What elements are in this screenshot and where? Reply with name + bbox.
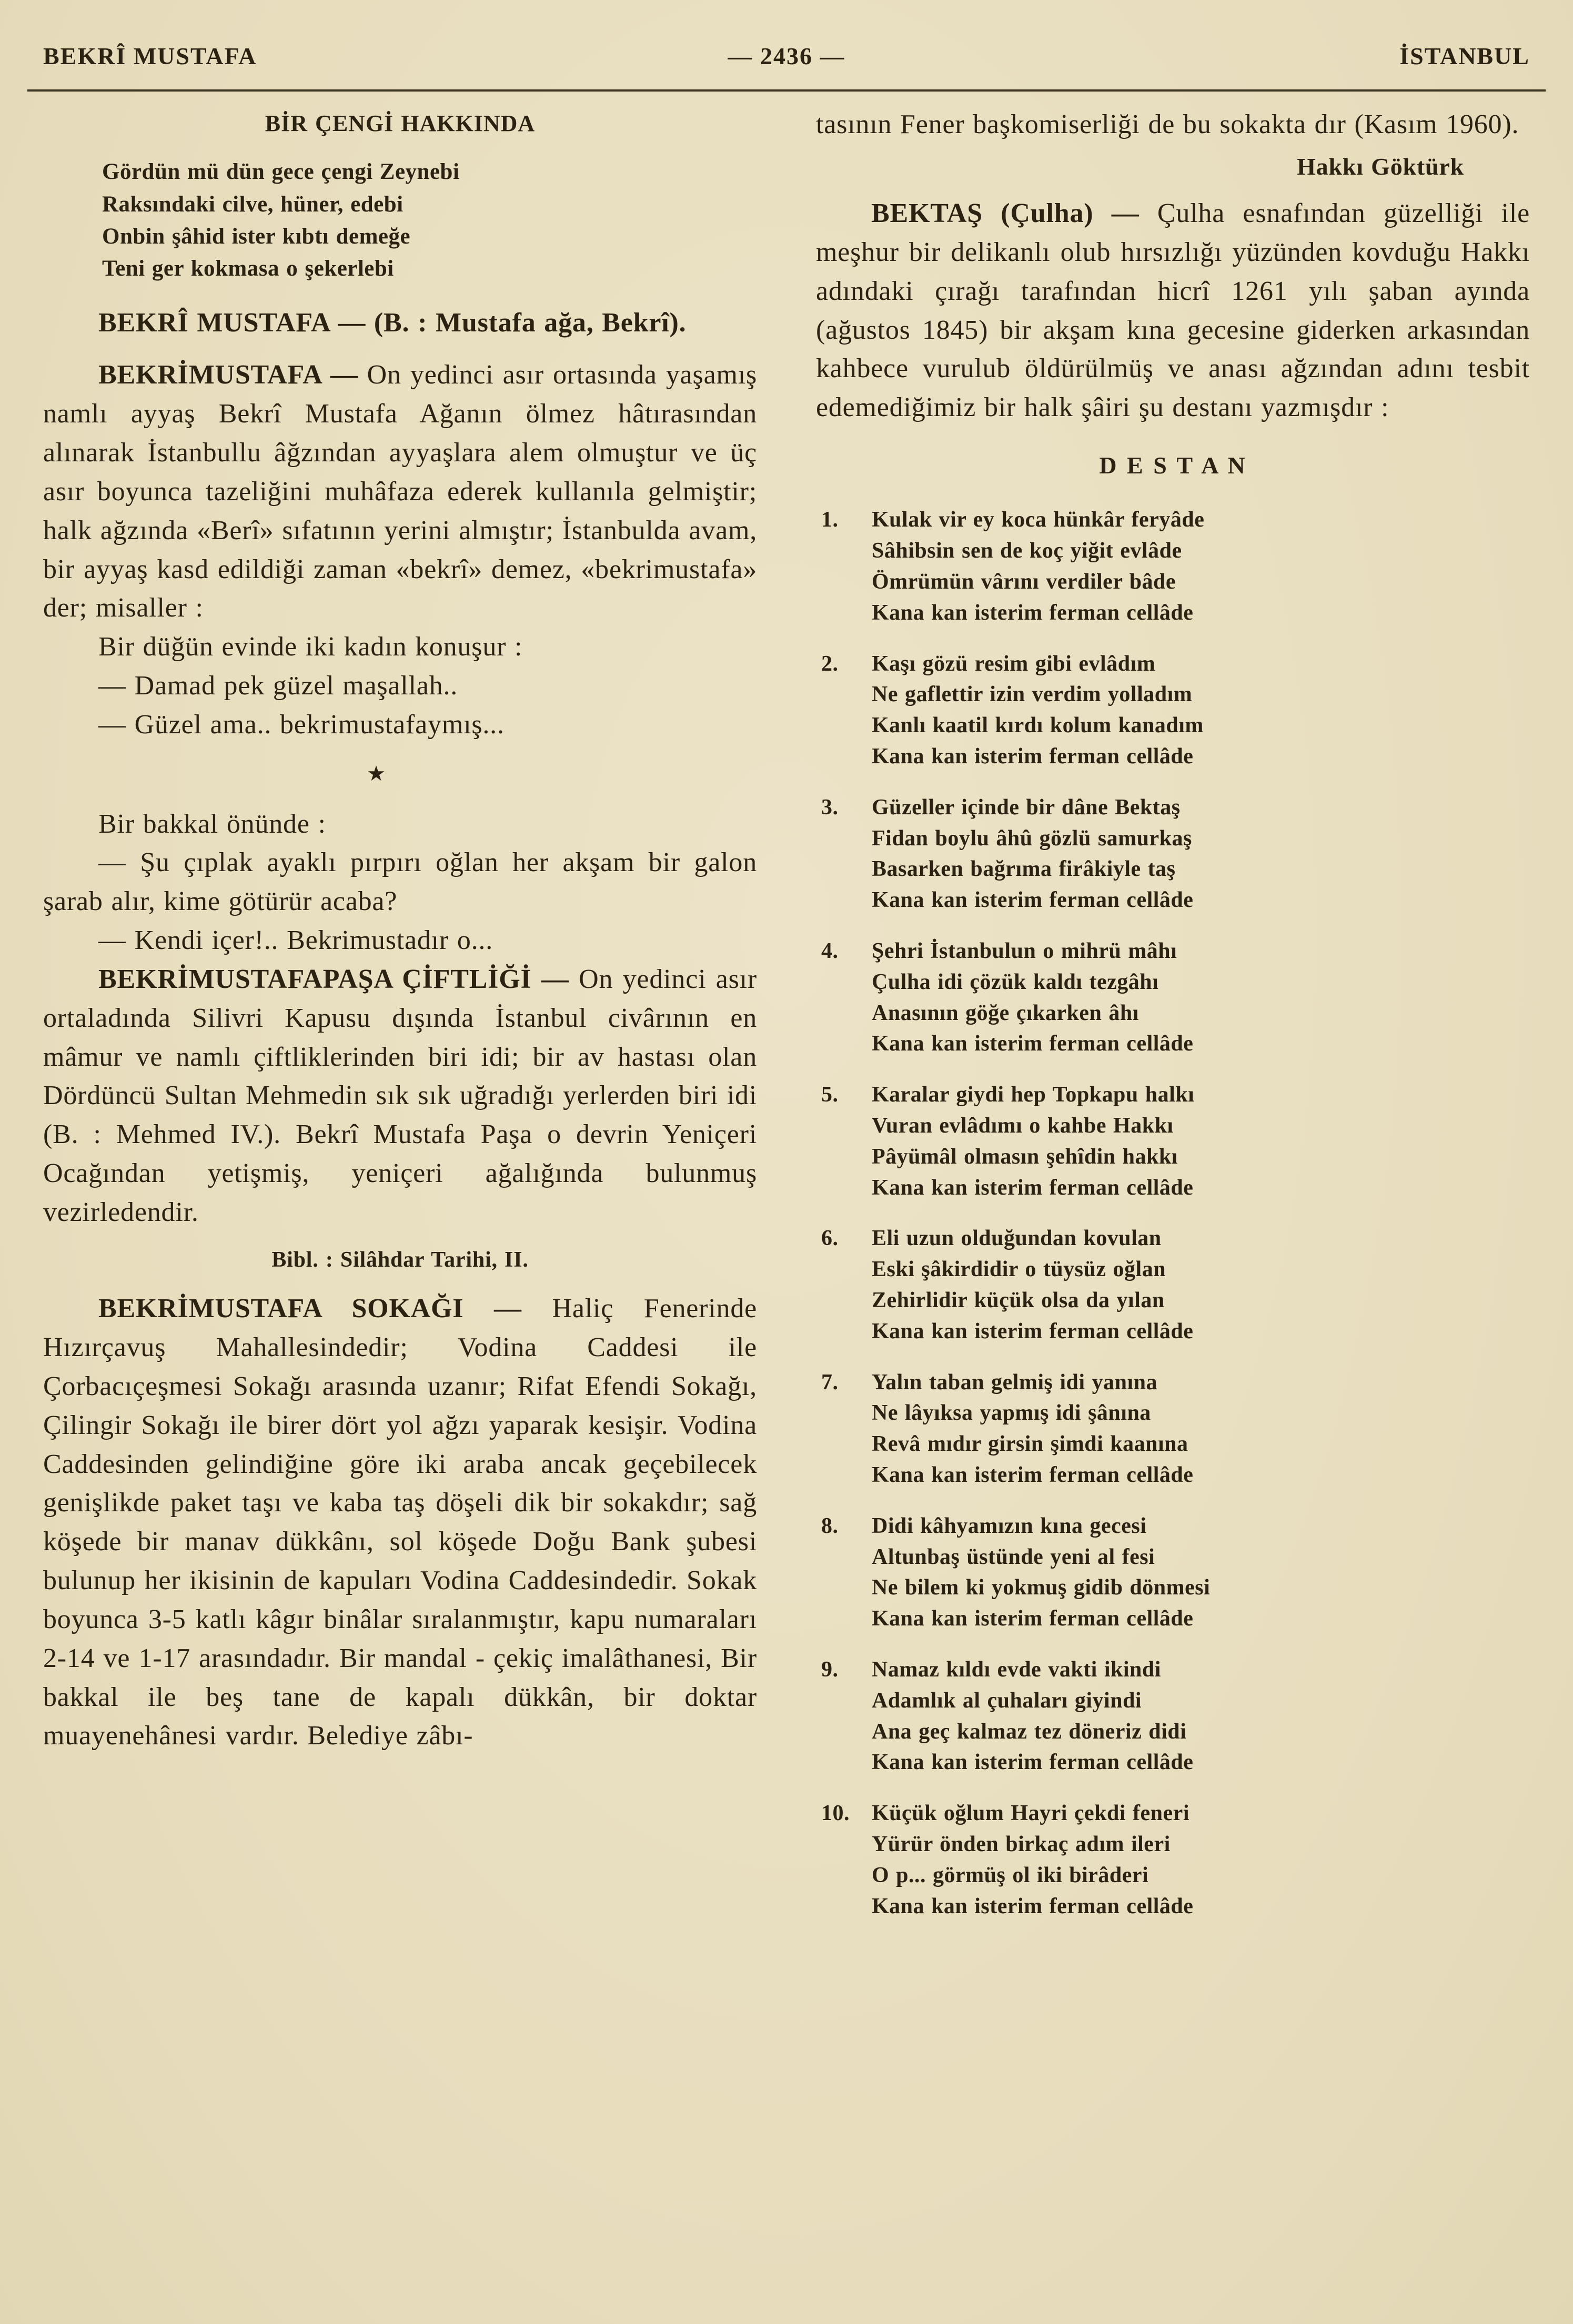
stanza-line: Kana kan isterim ferman cellâde [872, 888, 1194, 913]
stanza-line: Kulak vir ey koca hünkâr feryâde [872, 508, 1205, 532]
stanza-line: Yürür önden birkaç adım ileri [872, 1832, 1171, 1856]
paragraph-text: Çulha esnafından güzelliği ile meşhur bir delikanlı olub hırsızlığı yüzünden kovduğu Hakkı adındaki çırağı tarafından hicrî 1261 yılı şaban ayında (ağustos 1845) bir akşam kına gecesine giderken arkasından kahbece vurulub öldürülmüş ve anası ağzından adını tesbit edemediğimiz bir halk şâiri şu destanı yazmışdır : [816, 198, 1530, 423]
stanza-lines [872, 504, 1530, 628]
stanza-line: Adamlık al çuhaları giyindi [872, 1688, 1142, 1713]
paragraph-text: On yedinci asır ortasında yaşamış namlı ayyaş Bekrî Mustafa Ağanın ölmez hâtırasından alınarak İstanbullu âğzından ayyaşlara alem olmuştur ve üç asır boyunca tazeliğini muhâfaza ederek kullanıla gelmiştir; halk ağzında «Berî» sıfatının yerini almıştır; İstanbulda avam, bir ayyaş kasd edildiği zaman «bekrî» demez, «bekrimustafa» der; misaller : [43, 360, 757, 623]
text-columns [43, 105, 1530, 1942]
author-signature: Hakkı Göktürk [1297, 153, 1464, 180]
stanza-number: 8. [821, 1513, 839, 1538]
stanza-line: Zehirlidir küçük olsa da yılan [872, 1288, 1165, 1312]
section-heading: BİR ÇENGİ HAKKINDA [265, 110, 536, 136]
dialog-line: Bir düğün evinde iki kadın konuşur : [98, 632, 523, 662]
stanza-number: 6. [821, 1226, 839, 1251]
stanza-number: 4. [821, 938, 839, 963]
stanza-line: Fidan boylu âhû gözlü samurkaş [872, 826, 1192, 851]
stanza-line: Sâhibsin sen de koç yiğit evlâde [872, 539, 1182, 563]
stanza-line: Şehri İstanbulun o mihrü mâhı [872, 938, 1177, 963]
paragraph-text: tasının Fener başkomiserliği de bu sokakta dır (Kasım 1960). [816, 109, 1519, 139]
page-number: — 2436 — [728, 43, 845, 69]
entry-headword: BEKRÎ MUSTAFA — (B. : Mustafa ağa, Bekrî). [98, 307, 687, 338]
stanza-lines [872, 1367, 1530, 1491]
stanza-line: Kana kan isterim ferman cellâde [872, 600, 1194, 625]
stanza-number: 3. [821, 795, 839, 820]
destan-stanza [816, 504, 1530, 628]
running-header [43, 42, 1530, 70]
stanza-lines [872, 1511, 1530, 1634]
stanza-line: Eski şâkirdidir o tüysüz oğlan [872, 1257, 1166, 1282]
destan-stanza [816, 936, 1530, 1059]
dialog-line: — Damad pek güzel maşallah.. [98, 671, 458, 701]
paragraph [43, 960, 757, 1232]
stanza-line: Güzeller içinde bir dâne Bektaş [872, 795, 1181, 820]
stanza-line: Ömrümün vârını verdiler bâde [872, 570, 1176, 594]
poem-line: Gördün mü dün gece çengi Zeynebi [102, 159, 460, 185]
paragraph [43, 1289, 757, 1755]
entry-headword-lead: BEKRİMUSTAFAPAŞA ÇİFTLİĞİ — [98, 964, 579, 994]
poem-line: Teni ger kokmasa o şekerlebi [102, 256, 394, 281]
stanza-line: Namaz kıldı evde vakti ikindi [872, 1657, 1161, 1682]
stanza-line: Kana kan isterim ferman cellâde [872, 1894, 1194, 1918]
dialog-line: — Güzel ama.. bekrimustafaymış... [98, 709, 505, 740]
paragraph [43, 843, 757, 921]
dialog-line: Bir bakkal önünde : [98, 809, 326, 839]
stanza-line: Altunbaş üstünde yeni al fesi [872, 1544, 1155, 1569]
stanza-number: 1. [821, 508, 839, 532]
stanza-line: Kana kan isterim ferman cellâde [872, 1750, 1194, 1775]
section-heading: D E S T A N [1099, 452, 1247, 479]
destan-stanza [816, 649, 1530, 772]
destan-stanza [816, 1511, 1530, 1634]
destan-stanza [816, 792, 1530, 916]
stanza-number: 7. [821, 1370, 839, 1395]
stanza-line: Revâ mıdır girsin şimdi kaanına [872, 1432, 1188, 1457]
stanza-line: Basarken bağrıma firâkiyle taş [872, 857, 1176, 882]
bibliography-note: Bibl. : Silâhdar Tarihi, II. [271, 1247, 529, 1272]
stanza-line: Kana kan isterim ferman cellâde [872, 1175, 1194, 1200]
paragraph-text: — Şu çıplak ayaklı pırpırı oğlan her akşam bir galon şarab alır, kime götürür acaba? [43, 847, 757, 917]
right-column [816, 105, 1530, 1942]
destan-stanza [816, 1798, 1530, 1922]
stanza-lines [872, 1654, 1530, 1778]
header-headword-right: İSTANBUL [1399, 43, 1530, 69]
poem-line: Raksındaki cilve, hüner, edebi [102, 191, 404, 217]
stanza-lines [872, 792, 1530, 916]
star-separator-icon: ★ [367, 761, 386, 785]
entry-headword-lead: BEKTAŞ (Çulha) — [871, 198, 1157, 229]
stanza-lines [872, 1079, 1530, 1203]
stanza-line: Vuran evlâdımı o kahbe Hakkı [872, 1113, 1174, 1138]
stanza-number: 2. [821, 651, 839, 676]
stanza-line: Kana kan isterim ferman cellâde [872, 1319, 1194, 1343]
stanza-line: Eli uzun olduğundan kovulan [872, 1226, 1162, 1251]
header-headword-left: BEKRÎ MUSTAFA [43, 43, 257, 69]
stanza-line: Küçük oğlum Hayri çekdi feneri [872, 1801, 1189, 1826]
epigram-poem [102, 156, 757, 284]
stanza-lines [872, 1798, 1530, 1922]
paragraph [43, 356, 757, 628]
paragraph [816, 105, 1530, 144]
dialog-line: — Kendi içer!.. Bekrimustadır o... [98, 925, 493, 956]
entry-headword-lead: BEKRİMUSTAFA — [98, 360, 367, 390]
stanza-number: 10. [821, 1801, 850, 1826]
stanza-line: Ne gaflettir izin verdim yolladım [872, 682, 1193, 707]
stanza-line: Ne bilem ki yokmuş gidib dönmesi [872, 1575, 1211, 1600]
stanza-line: Kanlı kaatil kırdı kolum kanadım [872, 713, 1204, 738]
paragraph [816, 194, 1530, 427]
stanza-line: Çulha idi çözük kaldı tezgâhı [872, 969, 1159, 994]
poem-line: Onbin şâhid ister kıbtı demeğe [102, 224, 411, 249]
stanza-number: 9. [821, 1657, 839, 1682]
stanza-number: 5. [821, 1083, 839, 1107]
stanza-line: Kaşı gözü resim gibi evlâdım [872, 651, 1156, 676]
destan-stanza [816, 1223, 1530, 1347]
header-rule [27, 89, 1546, 92]
entry-headword-lead: BEKRİMUSTAFA SOKAĞI — [98, 1294, 552, 1324]
stanza-line: Yalın taban gelmiş idi yanına [872, 1370, 1157, 1395]
stanza-line: Karalar giydi hep Topkapu halkı [872, 1083, 1195, 1107]
stanza-line: Ne lâyıksa yapmış idi şânına [872, 1401, 1151, 1426]
stanza-line: Pâyümâl olmasın şehîdin hakkı [872, 1144, 1178, 1169]
stanza-lines [872, 936, 1530, 1059]
paragraph-text: Haliç Fenerinde Hızırçavuş Mahallesindedir; Vodina Caddesi ile Çorbacıçeşmesi Sokağı arasında uzanır; Rifat Efendi Sokağı, Çilingir Sokağı ile birer dört yol ağzı yaparak kesişir. Vodina Caddesinden gelindiğine göre iki araba ancak geçebilecek genişlikde paket taşı ve kaba taş döşeli dik bir sokakdır; sağ köşede bir manav dükkânı, sol köşede Doğu Bank şubesi bulunup her ikisinin de kapuları Vodina Caddesindedir. Sokak boyunca 3-5 katlı kâgır binâlar sıralanmıştır, kapu numaraları 2-14 ve 1-17 arasındadır. Bir mandal - çekiç imalâthanesi, Bir bakkal ile beş tane de kapalı dükkân, bir doktar muayenehânesi vardır. Belediye zâbı- [43, 1294, 757, 1751]
stanza-line: Kana kan isterim ferman cellâde [872, 1606, 1194, 1631]
stanza-line: Ana geç kalmaz tez döneriz didi [872, 1719, 1187, 1744]
stanza-lines [872, 1223, 1530, 1347]
stanza-line: Kana kan isterim ferman cellâde [872, 744, 1194, 769]
destan-stanza [816, 1079, 1530, 1203]
paragraph-text: On yedinci asır ortaladında Silivri Kapusu dışında İstanbul civârının en mâmur ve namlı çiftliklerinden biri idi; bir av hastası olan Dördüncü Sultan Mehmedin sık sık uğradığı yerlerden biri idi (B. : Mehmed IV.). Bekrî Mustafa Paşa o devrin Yeniçeri Ocağından yetişmiş, yeniçeri ağalığında bulunmuş vezirledendir. [43, 964, 758, 1227]
stanza-line: Anasının göğe çıkarken âhı [872, 1001, 1139, 1025]
stanza-line: Kana kan isterim ferman cellâde [872, 1462, 1194, 1487]
destan-stanza [816, 1367, 1530, 1491]
stanza-line: Didi kâhyamızın kına gecesi [872, 1513, 1147, 1538]
stanza-lines [872, 649, 1530, 772]
left-column [43, 105, 757, 1942]
destan-stanza [816, 1654, 1530, 1778]
stanza-line: O p... görmüş ol iki birâderi [872, 1863, 1149, 1887]
stanza-line: Kana kan isterim ferman cellâde [872, 1032, 1194, 1056]
